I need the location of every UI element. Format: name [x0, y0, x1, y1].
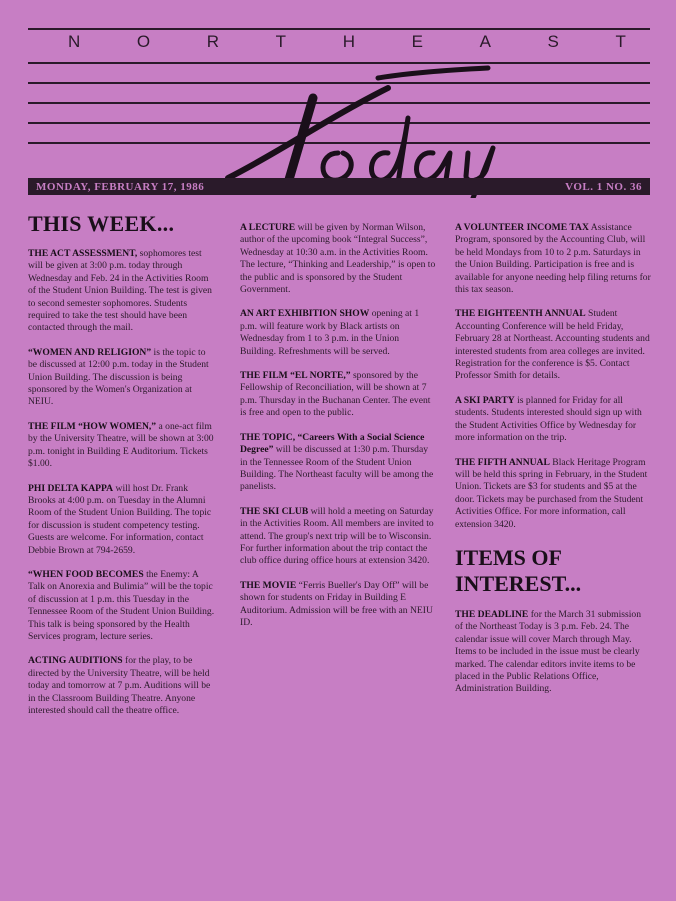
news-item: [240, 370, 436, 420]
item-body: will host Dr. Frank Brooks at 4:00 p.m. on Tuesday in the Alumni Room of the Student Union Building. The topic for discussion is student competency testing. Guests are welcome. For information, contact Debbie Brown at 794-2659.: [28, 482, 212, 556]
dateline-bar: [28, 178, 650, 195]
news-item: [28, 421, 216, 471]
news-item: [240, 308, 436, 358]
news-item: [28, 483, 216, 557]
item-body: will be discussed at 1:30 p.m. Thursday in the Tennessee Room of the Student Union Building. The Northeast faculty will be among the panelists.: [240, 444, 434, 493]
item-body: Assistance Program, sponsored by the Accounting Club, will be held Mondays from 10 to 2 p.m. Saturdays in the Union Building. Participation is free and is available for anyone needing help filing returns for this tax season.: [455, 222, 651, 296]
news-item: [240, 580, 436, 630]
item-body: for the March 31 submission of the Northeast Today is 3 p.m. Feb. 24. The calendar issue will cover March through May. Items to be included in the issue must be clearly marked. The calendar editors invite items to be placed in the Public Relations Office, Administration Building.: [455, 608, 642, 695]
item-body: is planned for Friday for all students. Students interested should sign up with the Student Activities Office by Wednesday for more information on the trip.: [455, 394, 642, 444]
news-item: [28, 347, 216, 409]
item-body: a one-act film by the University Theatre, will be shown at 3:00 p.m. tonight in Building E Auditorium. Tickets $1.00.: [28, 420, 214, 470]
column-1: [28, 212, 216, 729]
masthead: [28, 28, 650, 188]
item-headline: THE SKI CLUB: [240, 505, 309, 517]
item-headline: THE FILM “EL NORTE,”: [240, 370, 351, 382]
masthead-letter: T: [275, 32, 289, 51]
news-item: [455, 457, 651, 531]
masthead-letter: E: [411, 32, 425, 51]
news-item: [240, 222, 436, 296]
news-item: [455, 395, 651, 445]
item-body: will hold a meeting on Saturday in the Activities Room. All members are invited to attend. The group's next trip will be to Wisconsin. For further information about the trip contact the club office during office hours at extension 3420.: [240, 505, 434, 567]
item-headline: THE MOVIE: [240, 579, 297, 591]
item-headline: “WHEN FOOD BECOMES: [28, 568, 144, 580]
item-body: Student Accounting Conference will be held Friday, February 28 at Northeast. Accounting students and interested students from area colleges are invited. Registration for the conference is $5. Contact Professor Smith for details.: [455, 308, 650, 382]
news-item: [455, 222, 651, 296]
issue-date: MONDAY, FEBRUARY 17, 1986: [36, 180, 205, 193]
news-item: [240, 506, 436, 568]
column-2: [240, 222, 436, 641]
news-item: [455, 609, 651, 696]
item-body: sponsored by the Fellowship of Reconciliation, will be shown at 7 p.m. Thursday in the Buchanan Center. The event is free and open to the public.: [240, 370, 431, 419]
item-headline: A SKI PARTY: [455, 394, 515, 406]
item-headline: A LECTURE: [240, 222, 296, 233]
today-logo: [218, 58, 518, 198]
item-body: is the topic to be discussed at 12:00 p.m. today in the Student Union Building. The discussion is being sponsored by the Women's Organization at NEIU.: [28, 346, 209, 408]
item-headline: THE FILM “HOW WOMEN,”: [28, 420, 157, 432]
issue-volume: VOL. 1 NO. 36: [565, 180, 642, 193]
masthead-letter: A: [479, 32, 493, 51]
news-item: [28, 655, 216, 717]
item-body: sophomores test will be given at 3:00 p.m. today through Wednesday and Feb. 24 in the Activities Room of the Student Union Building. The test is given to second semester sophomores. Students required to take the test should have been contacted through the mail.: [28, 248, 212, 334]
masthead-letter: H: [342, 32, 357, 51]
masthead-rule: [28, 28, 650, 30]
masthead-letter: R: [206, 32, 222, 51]
item-headline: THE DEADLINE: [455, 608, 529, 620]
item-body: opening at 1 p.m. will feature work by Black artists on Wednesday from 1 to 3 p.m. in the Union Building. Refreshments will be served.: [240, 308, 420, 357]
masthead-letter: N: [68, 32, 83, 51]
item-headline: THE FIFTH ANNUAL: [455, 456, 550, 468]
item-body: will be given by Norman Wilson, author of the upcoming book “Integral Success”, Wednesday at 10:30 a.m. in the Activities Room. The lecture, “Thinking and Leadership,” is open to the public and is sponsored by the Student Government.: [240, 222, 436, 296]
section-heading-items-of-interest: ITEMS OF INTEREST...: [455, 544, 582, 596]
news-item: [28, 248, 216, 335]
masthead-letter: S: [547, 32, 561, 51]
news-item: [455, 308, 651, 382]
item-body: Black Heritage Program will be held this spring in February, in the Student Union. Tickets are $3 for students and $5 at the door. Tickets may be purchased from the Student Activities Office. For more information, call extension 3420.: [455, 456, 648, 530]
masthead-letter: O: [136, 32, 153, 51]
column-3: [455, 222, 651, 708]
item-headline: THE TOPIC, “Careers With a Social Science Degree”: [240, 431, 425, 456]
item-body: for the play, to be directed by the University Theatre, will be held today and tomorrow at 7 p.m. Auditions will be in the Classroom Building Theatre. Anyone interested should call the theatre office.: [28, 655, 211, 716]
item-headline: “WOMEN AND RELIGION”: [28, 346, 152, 358]
item-body: the Enemy: A Talk on Anorexia and Bulimia” will be the topic of discussion at 1 p.m. this Tuesday in the Tennessee Room of the Student Union Building. This talk is being sponsored by the Health Services program, lecture series.: [28, 568, 215, 642]
section-heading-this-week: THIS WEEK...: [28, 211, 175, 236]
item-headline: THE ACT ASSESSMENT,: [28, 248, 138, 259]
item-body: “Ferris Bueller's Day Off” will be shown for students on Friday in Building E Auditorium. Admission will be free with an NEIU ID.: [240, 579, 433, 628]
item-headline: PHI DELTA KAPPA: [28, 482, 114, 494]
item-headline: A VOLUNTEER INCOME TAX: [455, 222, 589, 233]
masthead-title: [68, 32, 628, 52]
item-headline: AN ART EXHIBITION SHOW: [240, 308, 370, 320]
masthead-letter: T: [615, 32, 628, 51]
news-item: [240, 432, 436, 494]
item-headline: ACTING AUDITIONS: [28, 655, 123, 667]
item-headline: THE EIGHTEENTH ANNUAL: [455, 308, 586, 320]
news-item: [28, 569, 216, 643]
